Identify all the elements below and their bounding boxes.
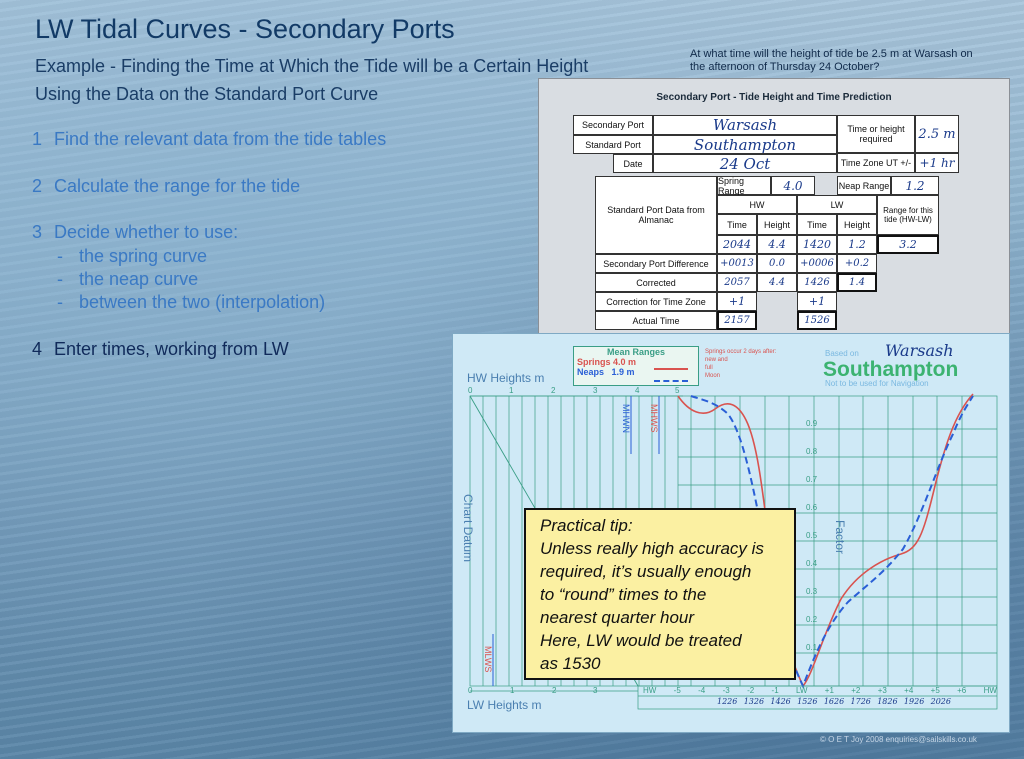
diff-lw-height: +0.2 [837,254,877,273]
tip-line-5: nearest quarter hour [540,608,695,627]
step-4: 4 Enter times, working from LW [32,339,289,359]
corr-lw-height: 1.4 [837,273,877,292]
corr-hw-time: 2057 [717,273,757,292]
based-on-label: Based on [825,349,859,358]
mean-ranges-box [573,346,699,386]
hw-time-value: 2044 [717,235,757,254]
mhwn-label: MHWN [621,404,631,433]
lw-heights-label: LW Heights m [467,698,542,712]
factor-tick-0.5: 0.5 [806,531,818,540]
port-name: Southampton [823,358,959,381]
time-height-label: Time or height required [837,115,915,153]
spring-range-value: 4.0 [771,176,815,195]
hour-labels: HW -5 -4 -3 -2 -1 LW +1 +2 +3 +4 +5 +6 HW [643,686,997,695]
neaps-legend: Neaps 1.9 m [577,367,635,377]
actual-lw: 1526 [797,311,837,330]
corr-lw-time: 1426 [797,273,837,292]
corrected-label: Corrected [595,273,717,292]
tip-line-3: required, it’s usually enough [540,562,752,581]
timezone-value: +1 hr [915,153,959,173]
bullet-interp: - between the two (interpolation) [57,292,326,312]
lw-time-value: 1420 [797,235,837,254]
hw-heights-label: HW Heights m [467,371,545,385]
actual-hw: 2157 [717,311,757,330]
hw-tick-1: 1 [509,386,514,395]
neap-range-label: Neap Range [837,176,891,195]
question-text: At what time will the height of tide be 2.5 m at Warsash on the afternoon of Thursday 24 October? [690,48,973,73]
hw-tick-4: 4 [635,386,640,395]
factor-tick-0.6: 0.6 [806,503,818,512]
almanac-label: Standard Port Data from Almanac [595,176,717,254]
lw-tick-1: 1 [510,686,515,695]
practical-tip-box [524,508,796,680]
springs-note: Springs occur 2 days after: new and full Moon [705,349,777,379]
tip-line-2: Unless really high accuracy is [540,539,764,558]
standard-port-value: Southampton [653,135,837,154]
height-required-value: 2.5 m [915,115,959,153]
hw-tick-3: 3 [593,386,598,395]
hw-tick-5: 5 [675,386,680,395]
tide-prediction-form [538,78,1010,338]
time-labels: 1226 1326 1426 1526 1626 1726 1826 1926 2026 [717,697,951,706]
neaps-line [654,380,688,382]
spring-range-label: Spring Range [717,176,771,195]
timezone-label: Time Zone UT +/- [837,153,915,173]
diff-lw-time: +0006 [797,254,837,273]
range-value: 3.2 [877,235,939,254]
lw-tick-3: 3 [593,686,598,695]
corr-hw-height: 4.4 [757,273,797,292]
hw-height-header: Height [757,214,797,235]
lw-time-header: Time [797,214,837,235]
date-value: 24 Oct [653,154,837,173]
bullet-neap: - the neap curve [57,269,199,289]
springs-legend: Springs 4.0 m [577,357,637,367]
range-label: Range for this tide (HW-LW) [877,195,939,235]
secondary-port-label: Secondary Port [573,115,653,135]
lw-height-value: 1.2 [837,235,877,254]
tz-lw: +1 [797,292,837,311]
diff-hw-time: +0013 [717,254,757,273]
hw-header: HW [717,195,797,214]
tip-line-6: Here, LW would be treated [540,631,742,650]
warsash-handwritten: Warsash [885,341,954,360]
factor-tick-0.9: 0.9 [806,419,818,428]
actual-time-label: Actual Time [595,311,717,330]
diff-label: Secondary Port Difference [595,254,717,273]
factor-tick-0.4: 0.4 [806,559,818,568]
lw-header: LW [797,195,877,214]
step-1: 1 Find the relevant data from the tide tables [32,129,387,149]
step-2: 2 Calculate the range for the tide [32,176,301,196]
factor-tick-0.2: 0.2 [806,615,818,624]
hw-time-header: Time [717,214,757,235]
springs-line [654,368,688,370]
page-subtitle-2: Using the Data on the Standard Port Curve [35,84,379,104]
lw-height-header: Height [837,214,877,235]
factor-tick-0.3: 0.3 [806,587,818,596]
mlws-label: MLWS [483,646,493,673]
lw-tick-0: 0 [468,686,473,695]
page-title: LW Tidal Curves - Secondary Ports [35,14,455,44]
factor-tick-0.1: 0.1 [806,643,818,652]
copyright: © O E T Joy 2008 enquiries@sailskills.co.uk [820,735,977,744]
step-3: 3 Decide whether to use: [32,222,239,242]
factor-tick-0.7: 0.7 [806,475,818,484]
factor-label: Factor [833,520,847,555]
tip-line-7: as 1530 [540,654,601,673]
chart-datum-label: Chart Datum [461,494,475,563]
lw-tick-2: 2 [552,686,557,695]
hw-tick-0: 0 [468,386,473,395]
hw-tick-2: 2 [551,386,556,395]
page-subtitle: Example - Finding the Time at Which the Tide will be a Certain Height [35,56,589,76]
tip-line-1: Practical tip: [540,516,633,535]
neap-range-value: 1.2 [891,176,939,195]
tip-line-4: to “round” times to the [540,585,707,604]
standard-port-label: Standard Port [573,135,653,154]
tz-correction-label: Correction for Time Zone [595,292,717,311]
secondary-port-value: Warsash [653,115,837,135]
hw-height-value: 4.4 [757,235,797,254]
tz-hw: +1 [717,292,757,311]
mean-ranges-title: Mean Ranges [606,347,666,357]
date-label: Date [613,154,653,173]
mhws-label: MHWS [649,404,659,433]
form-title: Secondary Port - Tide Height and Time Prediction [656,92,892,103]
factor-tick-0.8: 0.8 [806,447,818,456]
not-for-navigation: Not to be used for Navigation [825,379,929,388]
diff-hw-height: 0.0 [757,254,797,273]
bullet-spring: - the spring curve [57,246,208,266]
